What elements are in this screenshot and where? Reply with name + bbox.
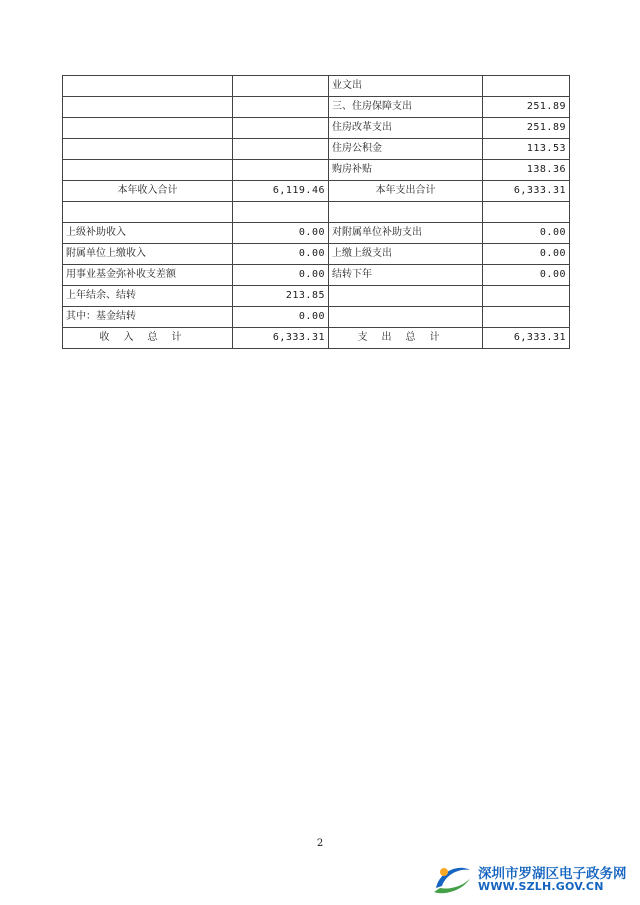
- income-label-cell: [63, 118, 233, 139]
- expense-label-cell: 对附属单位补助支出: [329, 223, 483, 244]
- income-value-cell: 0.00: [233, 307, 329, 328]
- table-row: [63, 223, 570, 244]
- income-value-cell: 0.00: [233, 265, 329, 286]
- expense-value-cell: 251.89: [483, 118, 570, 139]
- expense-value-cell: [483, 286, 570, 307]
- table-row: [63, 202, 570, 223]
- income-label-cell: [63, 160, 233, 181]
- income-value-cell: 213.85: [233, 286, 329, 307]
- expense-value-cell: 138.36: [483, 160, 570, 181]
- table-row: [63, 97, 570, 118]
- income-value-cell: 0.00: [233, 223, 329, 244]
- income-label-cell: 上年结余、结转: [63, 286, 233, 307]
- swoosh-logo-icon: [430, 860, 474, 898]
- table-row: [63, 286, 570, 307]
- income-subtotal-value: 6,119.46: [233, 181, 329, 202]
- expense-label-cell: 住房公积金: [329, 139, 483, 160]
- expense-value-cell: [483, 202, 570, 223]
- income-label-cell: [63, 139, 233, 160]
- income-value-cell: [233, 76, 329, 97]
- expense-label-cell: 上缴上级支出: [329, 244, 483, 265]
- expense-label-cell: 结转下年: [329, 265, 483, 286]
- expense-value-cell: 251.89: [483, 97, 570, 118]
- income-label-cell: 上级补助收入: [63, 223, 233, 244]
- site-watermark: [430, 858, 635, 900]
- income-total-value: 6,333.31: [233, 328, 329, 349]
- income-value-cell: [233, 97, 329, 118]
- expense-label-cell: [329, 307, 483, 328]
- table-row: [63, 76, 570, 97]
- income-label-cell: [63, 202, 233, 223]
- table-row: [63, 244, 570, 265]
- income-subtotal-label: 本年收入合计: [63, 181, 233, 202]
- expense-total-value: 6,333.31: [483, 328, 570, 349]
- income-label-cell: 附属单位上缴收入: [63, 244, 233, 265]
- expense-total-label: 支出总计: [329, 328, 483, 349]
- expense-subtotal-label: 本年支出合计: [329, 181, 483, 202]
- table-row: [63, 118, 570, 139]
- income-total-label: 收入总计: [63, 328, 233, 349]
- income-value-cell: [233, 139, 329, 160]
- expense-label-cell: 住房改革支出: [329, 118, 483, 139]
- budget-table: [62, 75, 570, 349]
- table-row: [63, 139, 570, 160]
- income-label-cell: [63, 97, 233, 118]
- table-row: [63, 328, 570, 349]
- income-value-cell: 0.00: [233, 244, 329, 265]
- expense-value-cell: [483, 307, 570, 328]
- expense-value-cell: [483, 76, 570, 97]
- income-value-cell: [233, 118, 329, 139]
- income-label-cell: 用事业基金弥补收支差额: [63, 265, 233, 286]
- expense-label-cell: [329, 202, 483, 223]
- expense-value-cell: 0.00: [483, 265, 570, 286]
- table-row: [63, 265, 570, 286]
- expense-label-cell: [329, 286, 483, 307]
- income-label-cell: 其中：基金结转: [63, 307, 233, 328]
- expense-value-cell: 0.00: [483, 244, 570, 265]
- income-value-cell: [233, 202, 329, 223]
- expense-subtotal-value: 6,333.31: [483, 181, 570, 202]
- page-number: 2: [316, 838, 324, 849]
- expense-value-cell: 0.00: [483, 223, 570, 244]
- expense-label-cell: 业文出: [329, 76, 483, 97]
- expense-label-cell: 三、住房保障支出: [329, 97, 483, 118]
- expense-label-cell: 购房补贴: [329, 160, 483, 181]
- watermark-url: WWW.SZLH.GOV.CN: [478, 880, 604, 893]
- table-row: [63, 160, 570, 181]
- income-label-cell: [63, 76, 233, 97]
- expense-value-cell: 113.53: [483, 139, 570, 160]
- income-value-cell: [233, 160, 329, 181]
- table-row: [63, 181, 570, 202]
- watermark-title: 深圳市罗湖区电子政务网: [478, 866, 627, 882]
- table-row: [63, 307, 570, 328]
